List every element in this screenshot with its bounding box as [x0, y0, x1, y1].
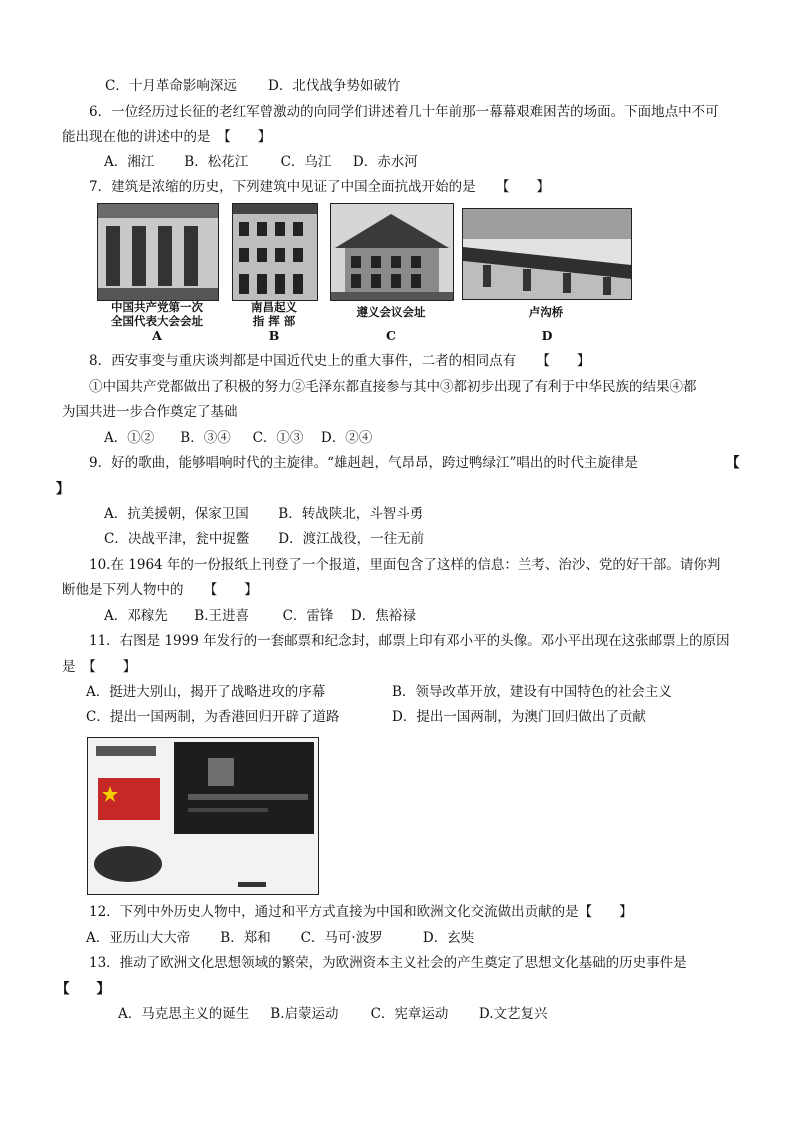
q8-option-b[interactable]: B．③④ [180, 430, 231, 446]
q6-stem-line1: 6．一位经历过长征的老红军曾激动的向同学们讲述着几十年前那一幕幕艰难困苦的场面。下面地点中不可 [89, 104, 719, 120]
q12-stem: 12．下列中外历史人物中，通过和平方式直接为中国和欧洲文化交流做出贡献的是【 】 [89, 904, 633, 920]
q12-option-b[interactable]: B．郑和 [220, 930, 271, 946]
q7-image-c-letter: C [386, 328, 396, 343]
q12-option-c[interactable]: C．马可·波罗 [300, 930, 383, 946]
q13-bracket: 【 】 [56, 981, 110, 997]
q13-stem: 13．推动了欧洲文化思想领域的繁荣，为欧洲资本主义社会的产生奠定了思想文化基础的历史事件是 [89, 955, 687, 971]
q10-option-b[interactable]: B.王进喜 [194, 608, 250, 624]
q7-image-b-letter: B [268, 328, 280, 343]
q7-image-a-caption: 中国共产党第一次 全国代表大会会址 [111, 300, 203, 329]
q12-options [86, 932, 474, 946]
q7-image-b-photo [232, 203, 318, 301]
q12-option-a[interactable]: A．亚历山大大帝 [86, 930, 191, 946]
q8-options [104, 432, 372, 446]
q6-option-c[interactable]: C．乌江 [280, 154, 332, 170]
q10-option-a[interactable]: A．邓稼先 [104, 608, 168, 624]
q7-image-a-photo [97, 203, 219, 301]
q11-stem-line1: 11．右图是 1999 年发行的一套邮票和纪念封，邮票上印有邓小平的头像。邓小平出现在这张邮票上的原因 [89, 633, 730, 649]
q11-stamp-cover-image [87, 737, 319, 895]
q9-options-row2 [104, 533, 424, 547]
q13-option-a[interactable]: A．马克思主义的诞生 [118, 1006, 250, 1022]
q12-option-d[interactable]: D．玄奘 [422, 930, 475, 946]
q9-options-row1 [104, 508, 423, 522]
q11-option-a[interactable]: A．挺进大别山，揭开了战略进攻的序幕 [86, 684, 326, 700]
q11-option-c[interactable]: C．提出一国两制，为香港回归开辟了道路 [86, 709, 340, 725]
q9-option-c[interactable]: C．决战平津，瓮中捉鳖 [104, 531, 250, 547]
q7-image-d-letter: D [541, 328, 553, 343]
q6-stem-line2: 能出现在他的讲述中的是 【 】 [62, 129, 272, 145]
q8-stem: 8．西安事变与重庆谈判都是中国近代史上的重大事件，二者的相同点有 【 】 [89, 353, 591, 369]
q13-option-c[interactable]: C．宪章运动 [370, 1006, 449, 1022]
q10-option-d[interactable]: D．焦裕禄 [350, 608, 416, 624]
q8-statement-line2: 为国共进一步合作奠定了基础 [62, 404, 238, 420]
q10-stem-line1: 10.在 1964 年的一份报纸上刊登了一个报道，里面包含了这样的信息：兰考、治沙、党的好干部。请你判 [89, 557, 721, 573]
q13-options [118, 1008, 548, 1022]
q9-bracket-close: 】 [56, 481, 70, 497]
q7-image-d-photo [462, 208, 632, 300]
q9-bracket-open: 【 [726, 455, 740, 471]
q8-option-c[interactable]: C．①③ [252, 430, 304, 446]
q9-stem: 9．好的歌曲，能够唱响时代的主旋律。“雄赳赳，气昂昂，跨过鸭绿江”唱出的时代主旋律是 [89, 455, 638, 471]
q7-image-c-photo [330, 203, 454, 301]
q5-option-d: D．北伐战争势如破竹 [268, 78, 401, 94]
q7-image-b-caption: 南昌起义 指 挥 部 [251, 300, 297, 329]
q8-statement-line1: ①中国共产党都做出了积极的努力②毛泽东都直接参与其中③都初步出现了有利于中华民族的结果④都 [89, 379, 697, 395]
q11-option-d[interactable]: D．提出一国两制，为澳门回归做出了贡献 [392, 709, 646, 725]
q11-stem-line2: 是 【 】 [62, 659, 137, 675]
q6-option-b[interactable]: B．松花江 [184, 154, 249, 170]
q5-option-c: C．十月革命影响深远 [105, 78, 237, 94]
q7-stem: 7．建筑是浓缩的历史，下列建筑中见证了中国全面抗战开始的是 【 】 [89, 179, 550, 195]
q7-image-c-caption: 遵义会议会址 [356, 305, 426, 319]
q8-option-a[interactable]: A．①② [104, 430, 155, 446]
q6-option-d[interactable]: D．赤水河 [352, 154, 418, 170]
q6-options [104, 156, 418, 170]
q9-option-d[interactable]: D．渡江战役，一往无前 [278, 531, 425, 547]
q9-option-b[interactable]: B．转战陕北，斗智斗勇 [278, 506, 424, 522]
q9-option-a[interactable]: A．抗美援朝，保家卫国 [104, 506, 249, 522]
q10-option-c[interactable]: C．雷锋 [282, 608, 334, 624]
q11-option-b[interactable]: B．领导改革开放，建设有中国特色的社会主义 [392, 684, 672, 700]
q13-option-b[interactable]: B.启蒙运动 [270, 1006, 339, 1022]
q7-image-d-caption: 卢沟桥 [528, 305, 564, 319]
q10-stem-line2: 断他是下列人物中的 【 】 [62, 582, 258, 598]
q7-image-a-letter: A [152, 328, 162, 343]
q6-option-a[interactable]: A．湘江 [104, 154, 155, 170]
q8-option-d[interactable]: D．②④ [320, 430, 373, 446]
q13-option-d[interactable]: D.文艺复兴 [478, 1006, 548, 1022]
q10-options [104, 610, 416, 624]
